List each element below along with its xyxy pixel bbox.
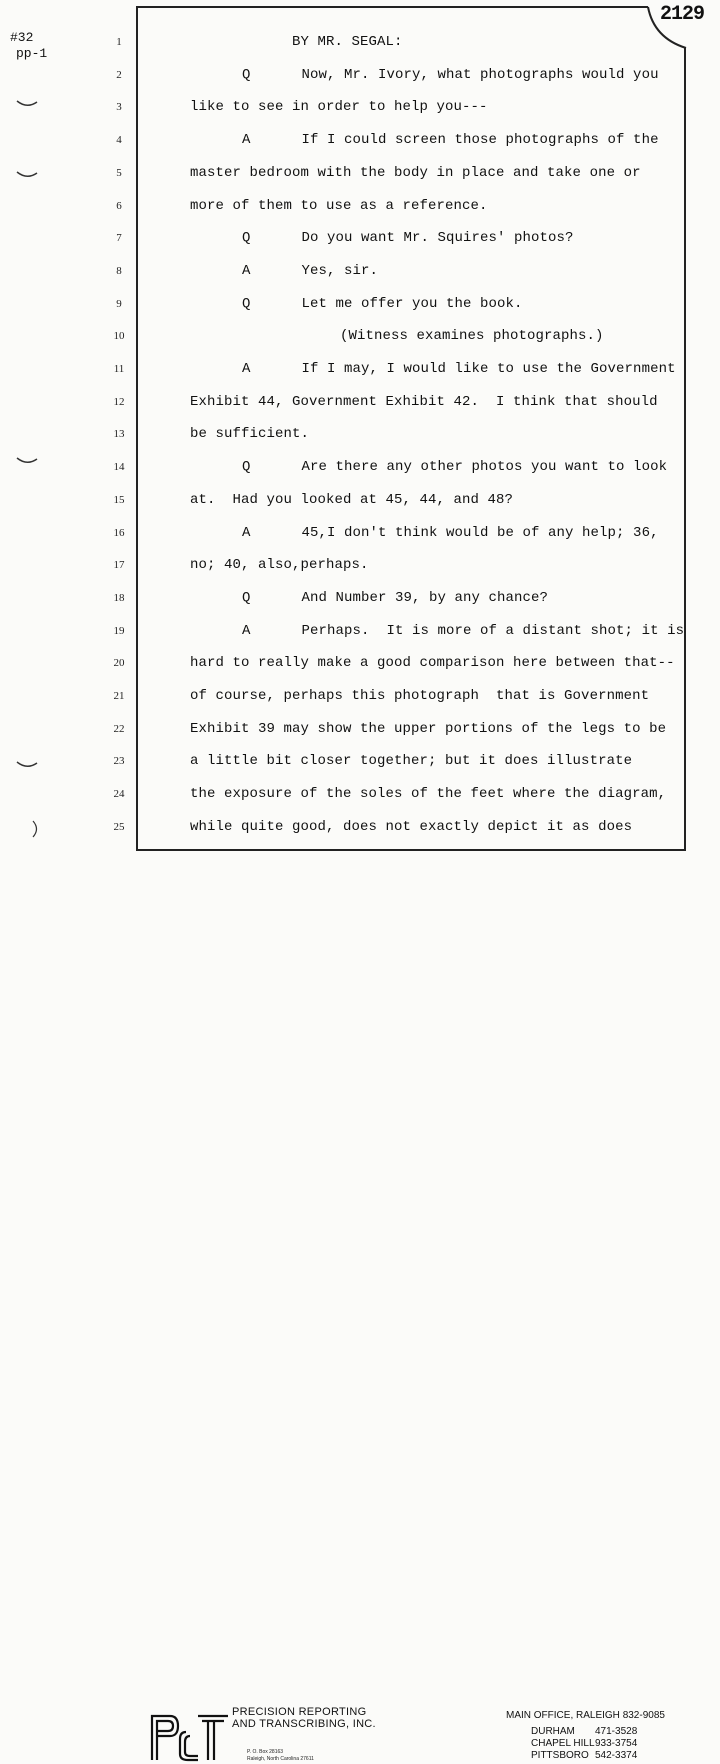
binder-hole-mark xyxy=(30,820,40,838)
transcript-line: Q Are there any other photos you want to look xyxy=(242,459,668,475)
transcript-line: at. Had you looked at 45, 44, and 48? xyxy=(190,492,514,508)
transcript-line: master bedroom with the body in place and take one or xyxy=(190,165,641,181)
transcript-line: be sufficient. xyxy=(190,426,310,442)
line-number: 17 xyxy=(113,559,125,571)
page-border-left xyxy=(136,6,138,851)
line-number: 21 xyxy=(113,690,125,702)
transcript-line: a little bit closer together; but it does illustrate xyxy=(190,753,633,769)
transcript-line: A If I could screen those photographs of the xyxy=(242,132,659,148)
margin-note-exhibit: #32 xyxy=(10,30,34,45)
page-border-bottom xyxy=(136,849,686,851)
line-number: 5 xyxy=(116,167,122,179)
transcript-line: Q And Number 39, by any chance? xyxy=(242,590,549,606)
line-number: 24 xyxy=(113,788,125,800)
office-pittsboro: PITTSBORO 542-3374 xyxy=(531,1750,638,1761)
line-number: 25 xyxy=(113,821,125,833)
line-number: 12 xyxy=(113,396,125,408)
line-number: 22 xyxy=(113,723,125,735)
line-number: 23 xyxy=(113,755,125,767)
line-number: 20 xyxy=(113,657,125,669)
page-border-right xyxy=(684,48,686,850)
page-border-top xyxy=(136,6,648,8)
line-number: 8 xyxy=(116,265,122,277)
line-number: 15 xyxy=(113,494,125,506)
transcript-line: A 45,I don't think would be of any help; 36, xyxy=(242,525,659,541)
company-name-line2: AND TRANSCRIBING, INC. xyxy=(232,1718,376,1730)
transcript-line: A Perhaps. It is more of a distant shot; it is xyxy=(242,623,685,639)
line-number: 9 xyxy=(116,298,122,310)
transcript-line: Q Now, Mr. Ivory, what photographs would you xyxy=(242,67,659,83)
company-name-line1: PRECISION REPORTING xyxy=(232,1706,367,1718)
transcript-line: the exposure of the soles of the feet where the diagram, xyxy=(190,786,667,802)
margin-note-pp: pp-1 xyxy=(16,46,48,61)
line-number: 16 xyxy=(113,527,125,539)
line-number: 19 xyxy=(113,625,125,637)
line-number: 7 xyxy=(116,232,122,244)
binder-hole-mark xyxy=(16,760,38,770)
line-number: 14 xyxy=(113,461,125,473)
transcript-line: A Yes, sir. xyxy=(242,263,379,279)
line-number: 2 xyxy=(116,69,122,81)
binder-hole-mark xyxy=(16,170,38,180)
line-number: 6 xyxy=(116,200,122,212)
transcript-line: Exhibit 39 may show the upper portions of the legs to be xyxy=(190,721,667,737)
line-number: 10 xyxy=(113,330,125,342)
line-number: 11 xyxy=(113,363,125,375)
transcript-line: while quite good, does not exactly depict it as does xyxy=(190,819,633,835)
line-number: 1 xyxy=(116,36,122,48)
pt-logo xyxy=(148,1706,230,1764)
binder-hole-mark xyxy=(16,99,38,109)
office-durham: DURHAM 471-3528 xyxy=(531,1726,638,1737)
footer xyxy=(0,852,720,1762)
transcript-line: Q Let me offer you the book. xyxy=(242,296,523,312)
address-line2: Raleigh, North Carolina 27611 xyxy=(247,1756,314,1762)
transcript-line: hard to really make a good comparison here between that-- xyxy=(190,655,675,671)
line-number: 13 xyxy=(113,428,125,440)
transcript-line: Q Do you want Mr. Squires' photos? xyxy=(242,230,574,246)
address-line1: P. O. Box 28163 xyxy=(247,1749,284,1755)
transcript-line: BY MR. SEGAL: xyxy=(292,34,403,50)
transcript-line: A If I may, I would like to use the Government xyxy=(242,361,676,377)
transcript-line: more of them to use as a reference. xyxy=(190,198,488,214)
binder-hole-mark xyxy=(16,456,38,466)
transcript-line: of course, perhaps this photograph that is Government xyxy=(190,688,650,704)
transcript-line: no; 40, also,perhaps. xyxy=(190,557,369,573)
office-chapel-hill: CHAPEL HILL933-3754 xyxy=(531,1738,638,1749)
line-number: 3 xyxy=(116,101,122,113)
transcript-line: Exhibit 44, Government Exhibit 42. I think that should xyxy=(190,394,658,410)
office-main: MAIN OFFICE, RALEIGH 832-9085 xyxy=(506,1710,665,1721)
transcript-line: like to see in order to help you--- xyxy=(190,99,488,115)
line-number: 4 xyxy=(116,134,122,146)
line-number: 18 xyxy=(113,592,125,604)
transcript-line: (Witness examines photographs.) xyxy=(340,328,604,344)
page-number: 2129 xyxy=(660,3,705,26)
